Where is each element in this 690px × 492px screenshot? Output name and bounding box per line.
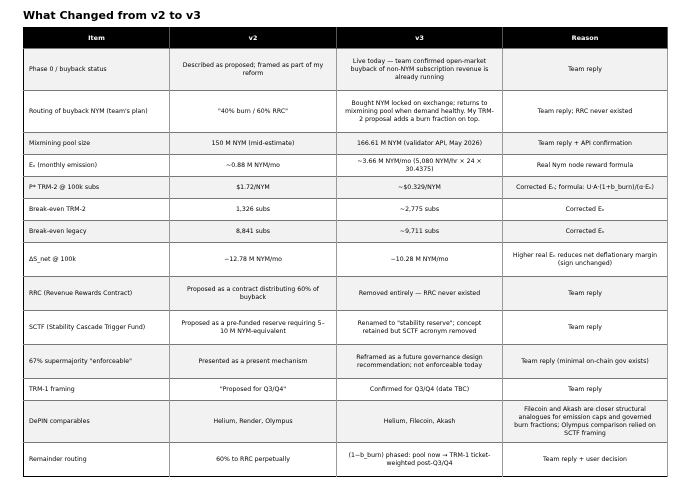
cell-v2: −12.78 M NYM/mo <box>170 243 337 277</box>
cell-v3: ~9,711 subs <box>337 221 503 243</box>
cell-item: 67% supermajority "enforceable" <box>24 345 170 379</box>
cell-v2: "40% burn / 60% RRC" <box>170 91 337 133</box>
cell-reason: Corrected Eₙ <box>503 221 668 243</box>
cell-reason: Team reply <box>503 311 668 345</box>
table-row <box>24 243 668 277</box>
column-header-v3: v3 <box>337 28 503 49</box>
cell-v3: Reframed as a future governance design recommendation; not enforceable today <box>337 345 503 379</box>
cell-v2: 1,326 subs <box>170 199 337 221</box>
cell-item: TRM-1 framing <box>24 379 170 401</box>
cell-v2: Helium, Render, Olympus <box>170 401 337 443</box>
cell-reason: Corrected Eₙ <box>503 199 668 221</box>
cell-v3: Live today — team confirmed open-market buyback of non-NYM subscription revenue is already running <box>337 49 503 91</box>
cell-v3: −10.28 M NYM/mo <box>337 243 503 277</box>
header-row <box>24 28 668 49</box>
table-row <box>24 401 668 443</box>
cell-reason: Corrected Eₙ; formula: U·A·(1+b_burn)/(α·Eₙ) <box>503 177 668 199</box>
table-row <box>24 379 668 401</box>
cell-v2: Presented as a present mechanism <box>170 345 337 379</box>
cell-v3: ~3.66 M NYM/mo (5,080 NYM/hr × 24 × 30.4375) <box>337 155 503 177</box>
table-row <box>24 221 668 243</box>
table-row <box>24 443 668 477</box>
cell-reason: Team reply + API confirmation <box>503 133 668 155</box>
cell-v2: ~0.88 M NYM/mo <box>170 155 337 177</box>
cell-v2: Proposed as a contract distributing 60% of buyback <box>170 277 337 311</box>
page-title: What Changed from v2 to v3 <box>23 9 201 22</box>
cell-item: Routing of buyback NYM (team's plan) <box>24 91 170 133</box>
cell-v2: 8,841 subs <box>170 221 337 243</box>
table-row <box>24 345 668 379</box>
column-header-v2: v2 <box>170 28 337 49</box>
cell-reason: Real Nym node reward formula <box>503 155 668 177</box>
cell-item: Remainder routing <box>24 443 170 477</box>
cell-item: Break-even legacy <box>24 221 170 243</box>
cell-item: Phase 0 / buyback status <box>24 49 170 91</box>
cell-item: P* TRM-2 @ 100k subs <box>24 177 170 199</box>
table-row <box>24 277 668 311</box>
cell-item: Eₙ (monthly emission) <box>24 155 170 177</box>
cell-reason: Team reply (minimal on-chain gov exists) <box>503 345 668 379</box>
table-row <box>24 91 668 133</box>
cell-reason: Team reply <box>503 379 668 401</box>
cell-reason: Team reply; RRC never existed <box>503 91 668 133</box>
table-row <box>24 177 668 199</box>
cell-v3: ~$0.329/NYM <box>337 177 503 199</box>
cell-item: DePIN comparables <box>24 401 170 443</box>
cell-reason: Higher real Eₙ reduces net deflationary margin (sign unchanged) <box>503 243 668 277</box>
cell-item: SCTF (Stability Cascade Trigger Fund) <box>24 311 170 345</box>
cell-v3: Removed entirely — RRC never existed <box>337 277 503 311</box>
cell-reason: Team reply <box>503 49 668 91</box>
changes-table <box>23 27 668 477</box>
cell-v2: 60% to RRC perpetually <box>170 443 337 477</box>
table-row <box>24 49 668 91</box>
cell-reason: Team reply + user decision <box>503 443 668 477</box>
table-row <box>24 199 668 221</box>
cell-v3: Confirmed for Q3/Q4 (date TBC) <box>337 379 503 401</box>
column-header-item: Item <box>24 28 170 49</box>
cell-v2: Described as proposed; framed as part of my reform <box>170 49 337 91</box>
table-row <box>24 311 668 345</box>
cell-v3: Bought NYM locked on exchange; returns to mixmining pool when demand healthy. My TRM-2 proposal adds a burn fraction on top. <box>337 91 503 133</box>
cell-v2: Proposed as a pre-funded reserve requiring 5–10 M NYM-equivalent <box>170 311 337 345</box>
cell-v3: ~2,775 subs <box>337 199 503 221</box>
cell-v2: $1.72/NYM <box>170 177 337 199</box>
cell-item: RRC (Revenue Rewards Contract) <box>24 277 170 311</box>
table-row <box>24 155 668 177</box>
cell-reason: Team reply <box>503 277 668 311</box>
cell-v3: 166.61 M NYM (validator API, May 2026) <box>337 133 503 155</box>
table-row <box>24 133 668 155</box>
cell-item: Break-even TRM-2 <box>24 199 170 221</box>
cell-v2: 150 M NYM (mid-estimate) <box>170 133 337 155</box>
cell-item: Mixmining pool size <box>24 133 170 155</box>
cell-v3: (1−b_burn) phased: pool now → TRM-1 ticket-weighted post-Q3/Q4 <box>337 443 503 477</box>
column-header-reason: Reason <box>503 28 668 49</box>
cell-v2: "Proposed for Q3/Q4" <box>170 379 337 401</box>
cell-reason: Filecoin and Akash are closer structural analogues for emission caps and governed burn fractions; Olympus comparison relied on SCTF framing <box>503 401 668 443</box>
cell-item: ΔS_net @ 100k <box>24 243 170 277</box>
cell-v3: Helium, Filecoin, Akash <box>337 401 503 443</box>
cell-v3: Renamed to "stability reserve"; concept retained but SCTF acronym removed <box>337 311 503 345</box>
